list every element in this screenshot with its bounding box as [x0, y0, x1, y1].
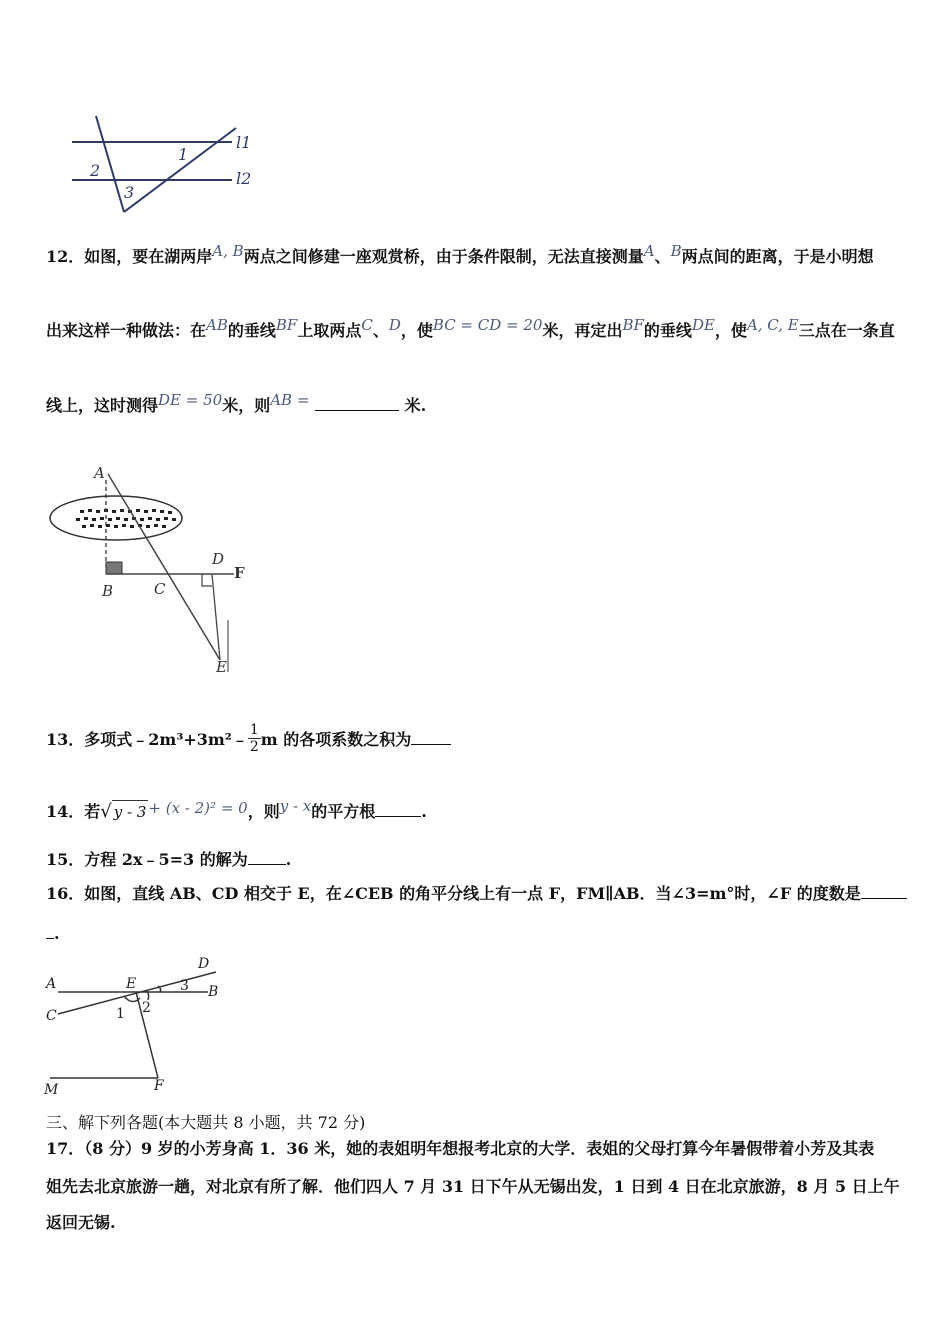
- q14-math: y - x: [279, 797, 312, 815]
- q12-text: 的垂线: [643, 321, 692, 340]
- q17-line-2: [46, 1176, 900, 1198]
- q12-text: 两点之间修建一座观赏桥，由于条件限制，无法直接测量: [243, 247, 644, 266]
- line-l2-label: l2: [236, 169, 252, 188]
- q12-math: D: [388, 316, 401, 334]
- q16-text: 16．如图，直线 AB、CD 相交于 E，在∠CEB 的角平分线上有一点 F，FM∥AB．当∠3=m°时，∠F 的度数是: [46, 884, 861, 903]
- q12-math: AB: [206, 316, 228, 334]
- q12-text: 米，再定出: [542, 321, 623, 340]
- q12-math: DE: [691, 316, 715, 334]
- q12-text: 、: [372, 321, 389, 340]
- q14-text: .: [421, 802, 427, 821]
- q12-math: BC = CD = 20: [432, 316, 543, 334]
- point-D-label: D: [212, 550, 225, 568]
- q14-answer-blank[interactable]: [375, 800, 421, 817]
- q12-text: ，使: [714, 321, 747, 340]
- q17-line-1: [46, 1138, 874, 1160]
- q15-text: .: [285, 850, 292, 869]
- angle-3-label: 3: [180, 978, 189, 994]
- q14-math: + (x - 2)² = 0: [148, 799, 248, 817]
- q12-answer-blank[interactable]: [315, 394, 399, 411]
- q12-line-3: [46, 391, 427, 417]
- angle-3-label: 3: [124, 183, 135, 202]
- section-title-text: 三、解下列各题(本大题共 8 小题，共 72 分): [46, 1113, 366, 1132]
- fraction-numerator: 1: [249, 722, 259, 738]
- q12-line-1: [46, 242, 874, 268]
- q12-text: 12．如图，要在湖两岸: [46, 247, 213, 266]
- q13-fraction: [248, 722, 261, 755]
- q17-text: 返回无锡.: [46, 1213, 116, 1232]
- q12-math: DE = 50: [158, 391, 223, 409]
- angle-1-label: 1: [116, 1006, 125, 1022]
- point-D-label: D: [198, 956, 210, 972]
- q12-math: A, C, E: [746, 316, 799, 334]
- q12-text: 两点间的距离，于是小明想: [681, 247, 874, 266]
- angle-2-label: 2: [90, 161, 101, 180]
- q16-line-2: [46, 922, 60, 945]
- q12-text: 米.: [404, 396, 427, 415]
- sqrt-icon: √: [100, 801, 112, 822]
- parallel-lines-figure: [60, 110, 270, 220]
- q12-math: C: [361, 316, 373, 334]
- q12-math: AB =: [270, 391, 310, 409]
- point-E-label: E: [216, 658, 227, 676]
- q12-math: BF: [275, 316, 298, 334]
- q12-line-2: [46, 316, 895, 342]
- angle-2-label: 2: [142, 1000, 151, 1016]
- point-M-label: M: [44, 1082, 59, 1098]
- q14-sqrt-content: y - 3: [112, 800, 149, 823]
- q12-text: 出来这样一种做法：在: [46, 321, 207, 340]
- q12-text: 线上，这时测得: [46, 396, 159, 415]
- q12-text: ，使: [400, 321, 433, 340]
- q17-line-3: [46, 1212, 116, 1234]
- q13-line: [46, 720, 451, 760]
- q12-math: A, B: [212, 242, 244, 260]
- point-C-label: C: [46, 1008, 57, 1024]
- lake-bridge-figure: [46, 460, 256, 682]
- q17-text: 17．（8 分）9 岁的小芳身高 1．36 米，她的表姐明年想报考北京的大学．表姐的父母打算今年暑假带着小芳及其表: [46, 1139, 875, 1158]
- q16-answer-blank[interactable]: [861, 882, 907, 899]
- point-E-label: E: [126, 976, 137, 992]
- q12-math: B: [670, 242, 682, 260]
- q14-text: ，则: [247, 802, 280, 821]
- q13-text: 13．多项式﹣2m³+3m²﹣: [46, 730, 248, 749]
- q12-text: 三点在一条直: [798, 321, 895, 340]
- q12-text: 上取两点: [297, 321, 362, 340]
- q15-line: [46, 848, 291, 871]
- q13-text: m 的各项系数之积为: [260, 730, 412, 749]
- q16-answer-blank-continued[interactable]: [46, 922, 54, 939]
- q14-line: [46, 797, 427, 823]
- q12-text: 、: [654, 247, 671, 266]
- q12-text: 的垂线: [227, 321, 276, 340]
- q14-text: 的平方根: [311, 802, 376, 821]
- q17-text: 姐先去北京旅游一趟，对北京有所了解．他们四人 7 月 31 日下午从无锡出发，1 日到 4 日在北京旅游，8 月 5 日上午: [46, 1177, 900, 1196]
- q14-text: 14．若: [46, 802, 101, 821]
- point-A-label: A: [94, 464, 105, 482]
- intersecting-lines-figure: [40, 952, 240, 1100]
- q15-text: 15．方程 2x﹣5=3 的解为: [46, 850, 248, 869]
- line-l1-label: l1: [236, 133, 252, 152]
- q12-text: 米，则: [222, 396, 271, 415]
- point-F-label: F: [154, 1078, 164, 1094]
- q15-answer-blank[interactable]: [248, 848, 286, 865]
- angle-1-label: 1: [178, 145, 189, 164]
- q13-answer-blank[interactable]: [411, 728, 451, 745]
- section-3-title: [46, 1112, 365, 1134]
- point-A-label: A: [46, 976, 57, 992]
- q16-text: .: [54, 924, 60, 943]
- point-B-label: B: [208, 984, 219, 1000]
- point-F-label: F: [234, 564, 245, 582]
- q16-line-1: [46, 882, 907, 905]
- point-B-label: B: [102, 582, 114, 600]
- point-C-label: C: [154, 580, 166, 598]
- q12-math: A: [643, 242, 655, 260]
- fraction-denominator: 2: [249, 739, 259, 755]
- q12-math: BF: [622, 316, 644, 334]
